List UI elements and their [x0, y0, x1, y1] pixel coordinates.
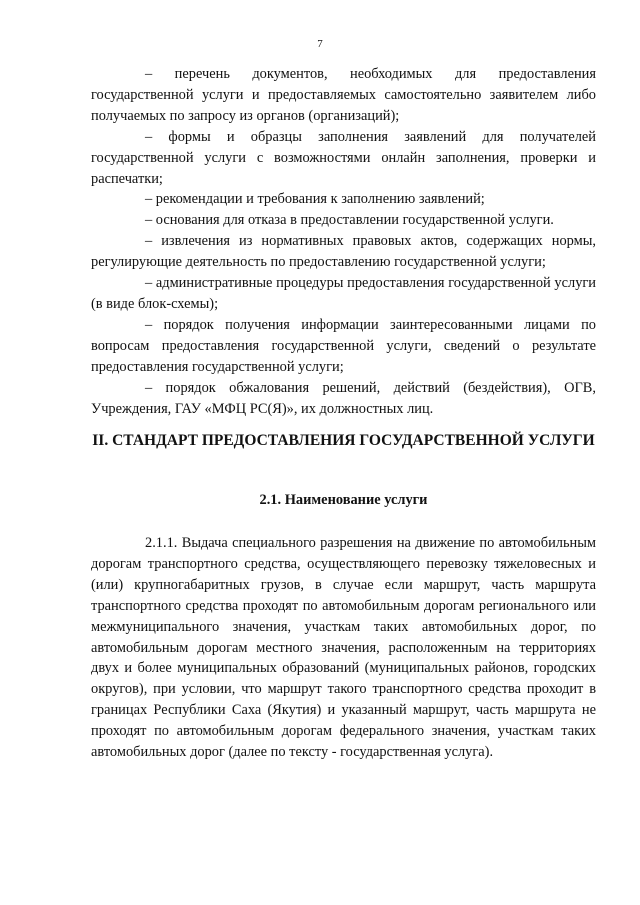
- list-item: – перечень документов, необходимых для предоставления государственной услуги и предоставляемых самостоятельно заявителем либо получаемых по запросу из органов (организаций);: [91, 66, 596, 124]
- page-number: 7: [317, 38, 323, 50]
- subsection-heading: 2.1. Наименование услуги: [259, 492, 428, 508]
- requirements-list: [91, 64, 596, 419]
- list-item: – порядок обжалования решений, действий (бездействия), ОГВ, Учреждения, ГАУ «МФЦ РС(Я)», их должностных лиц.: [91, 379, 596, 417]
- list-item: – формы и образцы заполнения заявлений для получателей государственной услуги с возможностями онлайн заполнения, проверки и распечатки;: [91, 128, 596, 187]
- list-item: – административные процедуры предоставления государственной услуги (в виде блок-схемы);: [91, 275, 596, 312]
- list-item: – основания для отказа в предоставлении государственной услуги.: [145, 212, 554, 229]
- body-paragraph: 2.1.1. Выдача специального разрешения на движение по автомобильным дорогам транспортного средства, осуществляющего перевозку тяжеловесных и (или) крупногабаритных грузов, в случае если маршрут, часть маршрута транспортного средства проходят по автомобильным дорогам регионального или межмуниципального значения, участкам таких автомобильных дорог, по автомобильным дорогам местного значения, расположенным на территориях двух и более муниципальных образований (муниципальных районов, городских округов), при условии, что маршрут такого транспортного средства проходит в границах Республики Саха (Якутия) и указанный маршрут, часть маршрута не проходят по автомобильным дорогам федерального значения, участкам таких автомобильных дорог (далее по тексту - государственная услуга).: [91, 535, 596, 761]
- list-item: – рекомендации и требования к заполнению заявлений;: [145, 191, 485, 208]
- list-item: – порядок получения информации заинтересованными лицами по вопросам предоставления государственной услуги, сведений о результате предоставления государственной услуги;: [91, 316, 596, 375]
- list-item: – извлечения из нормативных правовых актов, содержащих нормы, регулирующие деятельность по предоставлению государственной услуги;: [91, 233, 596, 271]
- section-heading: II. СТАНДАРТ ПРЕДОСТАВЛЕНИЯ ГОСУДАРСТВЕННОЙ УСЛУГИ: [92, 432, 595, 449]
